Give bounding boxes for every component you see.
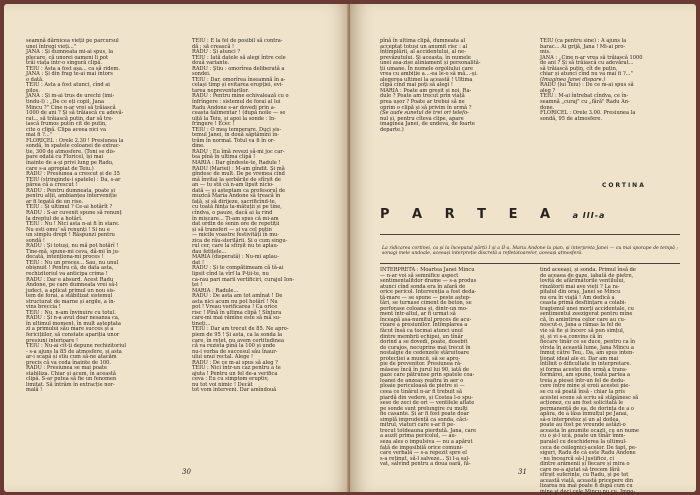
- text-line: sondă, în spatele coloanei de extrac-: [26, 143, 121, 150]
- part-intro-text: La ridicarea cortinei, ca și la începutul părții I și a II-a. Maria Andone la pian, și interpreta Janei — cu mai sporape de tempă ; sonagi mele undoale, aceeași interpreție discretă a refletatoarelor, aceeași atmosferă.: [382, 246, 678, 257]
- text-line: înceapă asa-numitul proces de acu-: [380, 316, 472, 323]
- text-line: noscut-o, Jana a rămas la fel de: [540, 322, 622, 329]
- text-line: zica de rău-sterilării. Și o cum singu-: [192, 237, 288, 244]
- text-line: tineți...: [192, 320, 211, 327]
- text-line: pentru alții, ambianțea interveniție: [26, 193, 117, 200]
- text-line: RADU : Și atunci ?: [192, 49, 241, 56]
- text-line: dorind a se dovedi, poate, dosebit: [380, 339, 468, 346]
- text-line: piem de 95 ! Și asta, ca la sonda la: [192, 331, 283, 338]
- text-line: mală !: [26, 387, 43, 394]
- text-line: care s-a apropiat de Teiu.): [26, 165, 94, 172]
- text-line: care, în rețet, nu avem certitudinea: [192, 337, 284, 344]
- text-line: pot ! Vreau verificarea ! Ca orice: [192, 304, 278, 311]
- text-line: dat ordin de senin ore de repetiții: [192, 221, 280, 228]
- text-line: TEIU : Dar, omorîrea înseamnă în a-: [192, 76, 286, 83]
- text-line: ca-rau pari marii vertificiri, curajul Ion-: [192, 276, 295, 283]
- text-line: sese de zeci de ori — ventilele aflate: [380, 400, 475, 407]
- text-line: muzică Maria Andone să treacă în: [192, 193, 281, 200]
- text-line: Mincu ?" Cine n-ar vrei să trăiască: [26, 104, 116, 111]
- text-line: iască frumos putin cit de putin,: [26, 121, 107, 128]
- text-line: pitalul din oraș, Janei se Mincu: [540, 289, 621, 296]
- text-line: aleg ?: [540, 87, 556, 94]
- text-line: înainte de a-și privi lung pe Radu,: [26, 160, 114, 167]
- text-line: plecare, că unorei oameni li pot: [26, 54, 109, 61]
- text-line: ță-mare — se spune — peste aștep-: [380, 294, 471, 301]
- text-line: temul Janei, în două săptămîni în-: [192, 132, 280, 139]
- text-line: dă ; să crească !: [192, 43, 235, 50]
- text-line: poate au fost pe vreunde astăzi-o: [540, 422, 626, 429]
- text-line: nul și, pentru cîteva clipe, apare: [380, 115, 464, 122]
- text-line: JANA : Și m-ai trus de urechi (imi-: [26, 93, 115, 100]
- text-line: MARIA (disperată) : Nu-mi aplau-: [192, 254, 279, 261]
- text-line: frîngere ! Ecec !: [192, 121, 235, 128]
- part-heading-title: P A R T E A: [380, 207, 560, 222]
- text-line: RADU : Dar e absurd. Acest Radu: [26, 276, 114, 283]
- text-line: vîrsta în această lume, Jana Mincu a: [540, 344, 634, 351]
- text-line: presiuni interioare !: [26, 337, 79, 344]
- text-line: fiecare tinăr ce se duce, pentru ca în: [540, 339, 636, 346]
- text-line: pie de prevenitor. Presiunea ră-: [380, 361, 462, 368]
- text-line: care verbală — s-a repezit spre el: [380, 450, 467, 457]
- text-line: ar fi legată de un rise.: [26, 198, 84, 205]
- text-line: zi a primului său mare succes și a: [26, 326, 114, 333]
- text-line: ceasta falimentar ! (după noile — se: [192, 110, 286, 117]
- text-line: TEIU : M-ai întrebat cîndva, ce în-: [540, 93, 629, 100]
- text-line: pare odată cu Floricel, își mai: [26, 154, 104, 161]
- text-line: cîndva, o pauze, dacă ai la rind: [192, 209, 273, 216]
- text-line: două variante.: [192, 60, 230, 67]
- left-column-1: [26, 39, 176, 394]
- text-line: RADU : Presiunea se mai poate: [26, 365, 107, 372]
- text-line: prevăzutului. Și aceasta, în numele: [380, 54, 471, 61]
- right-top-column-1: [380, 39, 532, 133]
- text-line: și, și vi s-a convins că în: [540, 333, 603, 340]
- text-line: RADU : Pentru dumneata, poate și: [26, 187, 116, 194]
- left-page: [4, 4, 350, 492]
- text-line: TEIU : Dar am trecut de 85. Ne apro-: [192, 326, 289, 333]
- text-line: o dată.: [26, 76, 44, 83]
- text-line: piardă din vedere, și Costea l-o spu-: [380, 394, 473, 401]
- text-line: chiar și atunci cînd nu va mai fi ?...": [540, 71, 633, 78]
- text-line: TEIU : E la fel de posibil să contra-: [192, 38, 283, 44]
- text-line: fericițiilor, să constate apariția unor: [26, 331, 120, 338]
- text-line: să trăiască puțin, cît de puțin,: [540, 65, 618, 72]
- text-line: TEIU : Și ultimul ? Ce-ai hotărît ?: [26, 204, 113, 211]
- text-line: lipsit cînd la vîrf la P-ții-te, nu: [192, 270, 269, 277]
- text-line: apăra, de a lăsa înmulțul pe Janai,: [540, 411, 629, 418]
- text-line: unei întregi vieți...": [26, 43, 77, 50]
- text-line: RADU : Eu îmă revezi să-mi joc car-: [192, 148, 285, 155]
- text-line: TEIU : Nu, n-am învinuire cu totul.: [26, 309, 116, 316]
- cortina-label: CORTINA: [602, 182, 646, 189]
- text-line: ului unui rectal. Alege !: [192, 354, 254, 361]
- text-line: în mișcare... Ți-am spus că mi-am: [192, 215, 279, 222]
- text-line: vie să fie și încerc să pun simțul,: [540, 328, 625, 335]
- text-line: și forma acestei din urmă a trans-: [540, 366, 628, 373]
- text-line: RADU (Mariei) : M-am gîndit. Și mă: [192, 165, 285, 172]
- text-line: măsese încă în jurul lui 90, iată de: [380, 366, 470, 373]
- text-line: barac... Ai grijă, Jana ! Mi-ai pro-: [540, 43, 626, 50]
- text-line: FLORICEL : Orele 3.00. Presiunea la: [540, 110, 636, 117]
- text-line: departe.): [380, 126, 404, 133]
- text-line: acestei scene să scriu să stăpânesc să: [540, 394, 639, 401]
- text-line: și să transferi — și va cel puțin: [192, 226, 272, 233]
- text-line: JANA : „Cine n-ar vrea să trăiască 1000: [540, 54, 643, 61]
- text-line: tări, se turnase ciment de beton, se: [380, 300, 472, 307]
- text-line: dau fetițele...: [192, 248, 227, 255]
- text-line: limitat. Să întrăm în extracție nor-: [26, 381, 115, 388]
- text-line: pilos.: [26, 87, 40, 94]
- text-line: obișnuit ! Pentru că, de data asta,: [26, 265, 114, 272]
- text-line: RADU : Și n-a avut doar nesansa ca,: [26, 315, 120, 322]
- text-line: nu era în viață ! Am dedică a: [540, 294, 615, 301]
- text-line: permanență de ea, de dorința de a o: [540, 405, 634, 412]
- text-line: ceca de ceilegnici-acelor. De fapt, pe-: [540, 444, 637, 451]
- text-line: - nu încearcă să-l justifice, ci: [540, 455, 615, 462]
- text-line: tem de forai, a stăbilizat sistemul: [26, 293, 113, 300]
- text-line: an — tu stii că n-am lipsit nicio-: [192, 182, 274, 189]
- heading-rule: [380, 234, 680, 235]
- text-line: ajuta ! Pentru un fel de-a verifica: [192, 370, 278, 377]
- text-line: ceva : Eu cu simptom eruptiv,: [192, 376, 269, 383]
- text-line: ționat ideal ale ei. Dar am mai: [540, 355, 619, 362]
- text-line: gîndesc de mult. De pe vremea cînd: [192, 171, 285, 178]
- text-line: — n-ar voi să semnifice aspect: [380, 272, 459, 279]
- text-line: de curajos, necuprins mai trecut în: [380, 344, 471, 351]
- text-line: rat... să trăiască putin, dar să tre-: [26, 115, 114, 122]
- text-line: (Imaginea Janei dispare.): [540, 76, 606, 83]
- text-line: rinzătorii mai ave vieți ? La ra-: [540, 283, 620, 290]
- text-line: structurat de marne și argile, a în-: [26, 298, 116, 305]
- text-line: tea pînă în ultima clipă !: [192, 154, 256, 161]
- text-line: cu toată ființa ta-mătuții și pe tine,: [192, 204, 282, 211]
- text-line: perforase coloana și, dintr-un mo-: [380, 305, 468, 312]
- text-line: această viață, această pricepere din: [540, 477, 634, 484]
- page-number-right: 31: [518, 468, 527, 476]
- text-line: de aceaea de gaze, iabată de pietre,: [540, 272, 634, 279]
- text-line: rizare a presiunilor. Întîmplarea a: [380, 322, 468, 329]
- text-line: gaze care pătrunse prin spatele coa-: [380, 372, 475, 379]
- text-line: RADU : Știu : omorîrea deliberată a: [192, 65, 285, 72]
- text-line: INTERPRETA : Moartea Janei Mincu: [380, 267, 475, 273]
- text-line: a auzit prima pericolul, — au-: [380, 433, 457, 440]
- text-line: JANA : Și dumneata mi-ai spus, la: [26, 49, 114, 56]
- text-line: celași timp și evitarea erupției, evi-: [192, 82, 284, 89]
- text-line: TEIU : Asta a fost atunci, cînd ai: [26, 82, 110, 89]
- right-page: [350, 4, 696, 495]
- page-number-left: 30: [182, 468, 191, 476]
- text-line: înfrîngere : sistemul de forai al lui: [192, 99, 281, 106]
- text-line: trăm în normal. Totul va fi în or-: [192, 137, 275, 144]
- text-line: aceasta în anumite ocazii, cu un nume: [540, 427, 639, 434]
- text-line: stabiliza. Chiar și acum, în această: [26, 370, 116, 377]
- text-line: dule ? Poate am trecut prin viață: [380, 93, 465, 100]
- text-line: cu o și-l ucă, poate un tînăr îmm-: [540, 433, 626, 440]
- text-line: de ani ? Și să trăiască cu adevărat...: [540, 60, 634, 67]
- text-line: — micile voastre festivități în mu-: [192, 232, 280, 239]
- text-line: FLORICEL : Orele 2.30 ! Presiunea la: [26, 137, 124, 144]
- text-line: vrea cu ambiție a...-ea le-o să mă...-și.: [380, 71, 478, 78]
- text-line: TEIU (stringindu-i spatele) : Da, s-ar: [26, 176, 121, 183]
- text-line: să-o interpretez și un al doilea,: [540, 416, 621, 423]
- text-line: RADU : Și totuși, nu mă pot hotărî !: [26, 243, 119, 250]
- text-line: dine.: [192, 143, 205, 150]
- text-line: clipă. S-ar putea să fie un fenomen: [26, 376, 117, 383]
- text-line: părea că a crescut !: [26, 182, 78, 189]
- text-line: față, și să dirijeze, sacrificînd-te,: [192, 198, 277, 205]
- text-line: ment într-altul, ar fi urmat să: [380, 311, 456, 318]
- text-line: fie casante. Și ar fi fost poate doar: [380, 411, 470, 418]
- text-line: orice pericol. Intervenția a fost deda-: [380, 289, 477, 296]
- text-line: RADU : De asta am tot amînat ! De: [192, 293, 283, 300]
- text-line: simplă imprudență ca sonda, căci-: [380, 416, 469, 423]
- text-line: Radu Andone s-ar dovedi prin a-: [192, 104, 276, 111]
- text-line: dată — și așteptam ca profesorul de: [192, 187, 286, 194]
- text-line: tragismul unei morți accidentale, cu: [540, 305, 634, 312]
- text-line: întîlnit o dificultate în interpretare.: [540, 361, 632, 368]
- text-line: că, în amintirea celor care au cu-: [540, 316, 626, 323]
- text-line: ței !: [192, 282, 203, 289]
- text-line: - s-a ajuns la 85 de atmosfere, și asta: [26, 348, 122, 355]
- text-line: RADU : Presiunea a crescut și de 35: [26, 171, 120, 178]
- text-line: imaginea Janei, de undeva, de foarte: [380, 121, 475, 128]
- text-line: TEIU : Nu un proces... Sau, nu unul: [26, 259, 119, 266]
- text-line: decată, intenționa-mi proces !: [26, 254, 104, 261]
- left-column-2: [192, 39, 342, 394]
- text-line: vat, salvînd pentru a doua oară, fă-: [380, 461, 471, 468]
- text-line: 1000 de ani ? Și să trăiască cu adevă-: [26, 110, 124, 117]
- text-line: alegerea ultimei la această ! Ultima: [380, 76, 473, 83]
- text-line: protecției a muncii, să se apro-: [380, 355, 461, 362]
- text-line: MARIA : Radule...: [192, 287, 239, 294]
- text-line: Nu esti omu' să renunți ! Si nu e: [26, 226, 110, 233]
- text-line: ploaie periculoasă de pietre si —: [380, 383, 465, 390]
- text-line: Andone, pe care dumneata vrei să-l: [26, 282, 118, 289]
- text-line: lovită de afărimătorile ventilului,: [540, 278, 626, 285]
- text-line: MARIA : Dar gîndeste-te, Radule !: [192, 160, 281, 167]
- text-line: se cu să poată însă - chiar la pris: [540, 389, 625, 396]
- text-line: la dreptul de a hotărî.: [26, 215, 83, 222]
- text-line: trecut totdeauna pierdută. Jana, care: [380, 427, 477, 434]
- text-line: paralel cu deschiderea la ultimul-: [540, 438, 627, 445]
- text-line: că va rezista pînă la 100 și unde: [192, 343, 276, 350]
- text-line: loanei de anzeaș reafira în aer o: [380, 377, 464, 384]
- text-line: cere între mine și eroii acestei pie-: [540, 383, 631, 390]
- text-line: mine și deci cele Mincu nu cu. Impo-: [540, 488, 636, 495]
- text-line: trăi viața într-o singură clipă.: [26, 60, 102, 67]
- text-line: RADU (lui Teiu) : De ce m-ai spus să: [540, 82, 634, 89]
- text-line: TEIU : Nu-ai cît-ți depune rechizitoriul: [26, 343, 127, 350]
- text-line: RADU : S-ar cuvenit spune să renunț: [26, 209, 122, 216]
- text-line: uită la Teiu, și apoi la sonde : In-: [192, 115, 277, 122]
- text-line: lizarea nu mai poate fi după cum cu: [540, 483, 633, 490]
- text-line: Tine-mă, spune-mi ceva, dă-mi în ju-: [26, 248, 120, 255]
- text-line: RADU : Și te compătimeam că tă-ai: [192, 265, 284, 272]
- text-line: nu tot voi nimic ! Decât: [192, 381, 253, 388]
- text-line: s-a reținut, să-l salveze... Și l-a sal-: [380, 455, 470, 462]
- text-line: sondă, 95 de atmosfere.: [540, 115, 603, 122]
- text-line: tindu-l) : „De ce eți copil, Jana: [26, 99, 105, 106]
- part-heading-number: a III-a: [572, 211, 606, 220]
- text-line: done.: [540, 104, 555, 111]
- text-line: vins breccia !: [26, 304, 61, 311]
- text-line: pe sonde sunt prelungire cu mulți: [380, 405, 468, 412]
- text-line: rul cer, care la sfîrșit nu te aplau-: [192, 243, 279, 250]
- right-top-column-2: [540, 39, 690, 122]
- text-line: cite o clipă. Clipa aceea nici va: [26, 126, 107, 133]
- text-line: TEIU : O mea temperare. Duçi sis-: [192, 126, 282, 133]
- text-line: (Se aude sunetul de trei ori telefo-: [380, 110, 469, 117]
- text-line: înmuț către Teu,. Da, am spus inten-: [540, 350, 635, 357]
- text-line: sentimentalitdor drame — s-a produs: [380, 278, 477, 285]
- text-line: prea ușor ? Poate ar trebui să ne: [380, 99, 465, 106]
- intro-rule: [380, 263, 680, 264]
- text-line: unei asa-zise aliniament și personalită-: [380, 60, 481, 67]
- text-line: RADU : De ce m-ai spus să aleg ?: [192, 359, 278, 366]
- text-line: tarea nepreventurilor.: [192, 87, 249, 94]
- text-line: dintre membrii echipei, un tînăr: [380, 333, 464, 340]
- text-line: risc ! Pînă în ultima clipă ! Sînțura: [192, 309, 282, 316]
- text-line: sfîrșit suferințe, cu Radu, și pe tot: [540, 472, 629, 479]
- text-line: judeci, a aplicat primul un nou sis-: [26, 287, 116, 294]
- text-line: oprim o clipă și să privim în urmă ?: [380, 104, 472, 111]
- text-line: sondei.: [192, 71, 211, 78]
- text-line: seamnă dărnicea vieții pe parcursul: [26, 38, 119, 44]
- text-line: TEIU : Iată datele să alegi între cele: [192, 54, 286, 61]
- text-line: siguri, Radu de că este Radu Andone: [540, 450, 636, 457]
- right-body-column-2: [540, 268, 690, 495]
- text-line: nostalgie de cedenzele stăruitoare: [380, 350, 470, 357]
- text-line: mitrul, viaturi care s-ar fi pe-: [380, 422, 456, 429]
- text-line: sentimentul zeezigerat pentru mine: [540, 311, 633, 318]
- text-line: pînă în ultima clipă, dumneata al: [380, 38, 466, 44]
- text-line: ții umane. În numele orgoliului care: [380, 65, 474, 72]
- text-line: formărei, am spune, toată partea a: [540, 372, 631, 379]
- text-line: JANA : Și din frag te-ai mai întors: [26, 71, 113, 78]
- text-line: tot vom interveni. Dar amîndouă: [192, 387, 277, 394]
- text-line: întîmplării, al accidentului, al ne-: [380, 49, 466, 56]
- text-line: în ultimul moment, în mult așteptata: [26, 320, 121, 327]
- text-line: atunci cînd sonda era în afară de: [380, 283, 466, 290]
- text-line: clipă cînd mai poți să alegi !: [380, 82, 453, 89]
- text-line: RADU : Pentru mine echivalează cu o: [192, 93, 289, 100]
- text-line: un simplu drept ! Răspunzi pentru: [26, 232, 115, 239]
- text-line: ceasta primă desființare a colabi-: [540, 300, 627, 307]
- text-line: care ne-a ajutat să trecem fără: [540, 466, 620, 473]
- part-heading: [380, 207, 680, 222]
- text-line: care-mi mai rămîne este să mă su-: [192, 315, 281, 322]
- text-line: asta nici acum nu pot hotărî ! Nu: [192, 298, 278, 305]
- text-line: seamnă „curaj" cu „fără" Radu An-: [540, 99, 630, 106]
- text-line: dat !: [192, 259, 205, 266]
- text-line: tind aceeași, și sonda. Primul însă de: [540, 267, 636, 273]
- text-line: făcut însă ca tocmai atunci unul: [380, 328, 463, 335]
- text-line: rechizitoriul va anticipa crima !: [26, 270, 108, 277]
- text-line: nu-i vorba de succesul său înaur-: [192, 348, 278, 355]
- text-line: dintre arămenii și fiecare și mira o: [540, 461, 630, 468]
- text-line: TEIU (ca pentru sine) : A ajuns la: [540, 38, 627, 44]
- text-line: acceptat totuși un anumit risc : al: [380, 43, 468, 50]
- text-line: mă învitai la serbările de sfîrșit de: [192, 176, 281, 183]
- right-body-column-1: [380, 268, 532, 468]
- text-line: mai fi ?...": [26, 132, 53, 139]
- open-book: [4, 4, 696, 495]
- text-line: mis.: [540, 49, 551, 56]
- text-line: sondă !: [26, 237, 45, 244]
- text-line: precis că va ceda înainte de 100.: [26, 359, 112, 366]
- text-line: ceea ce tinărul n-ar fi trebuit să: [380, 389, 463, 396]
- text-line: seza ales o impulsiva — nu a apărut: [380, 438, 473, 445]
- text-line: ție, 300 de atmosfere. (Toni se dis-: [26, 148, 116, 155]
- text-line: ar-i scapă și stiu cum să-ne atacăm: [26, 354, 117, 361]
- text-line: acționez, cu am fost solicitată le: [540, 400, 624, 407]
- text-line: față de imposibilă orice comuni-: [380, 444, 464, 451]
- text-line: TEIU : Nu ! Nici asta n-ai fi în stare.: [26, 221, 120, 228]
- text-line: treia a piesei într-un fel de dedu-: [540, 377, 626, 384]
- text-line: TEIU : Asta a fost așa... ca să ridem.: [26, 65, 120, 72]
- text-line: TEIU : Nici într-un caz pentru a te: [192, 365, 281, 372]
- text-line: MARIA : Poate am greșit și noi, Ra-: [380, 87, 472, 94]
